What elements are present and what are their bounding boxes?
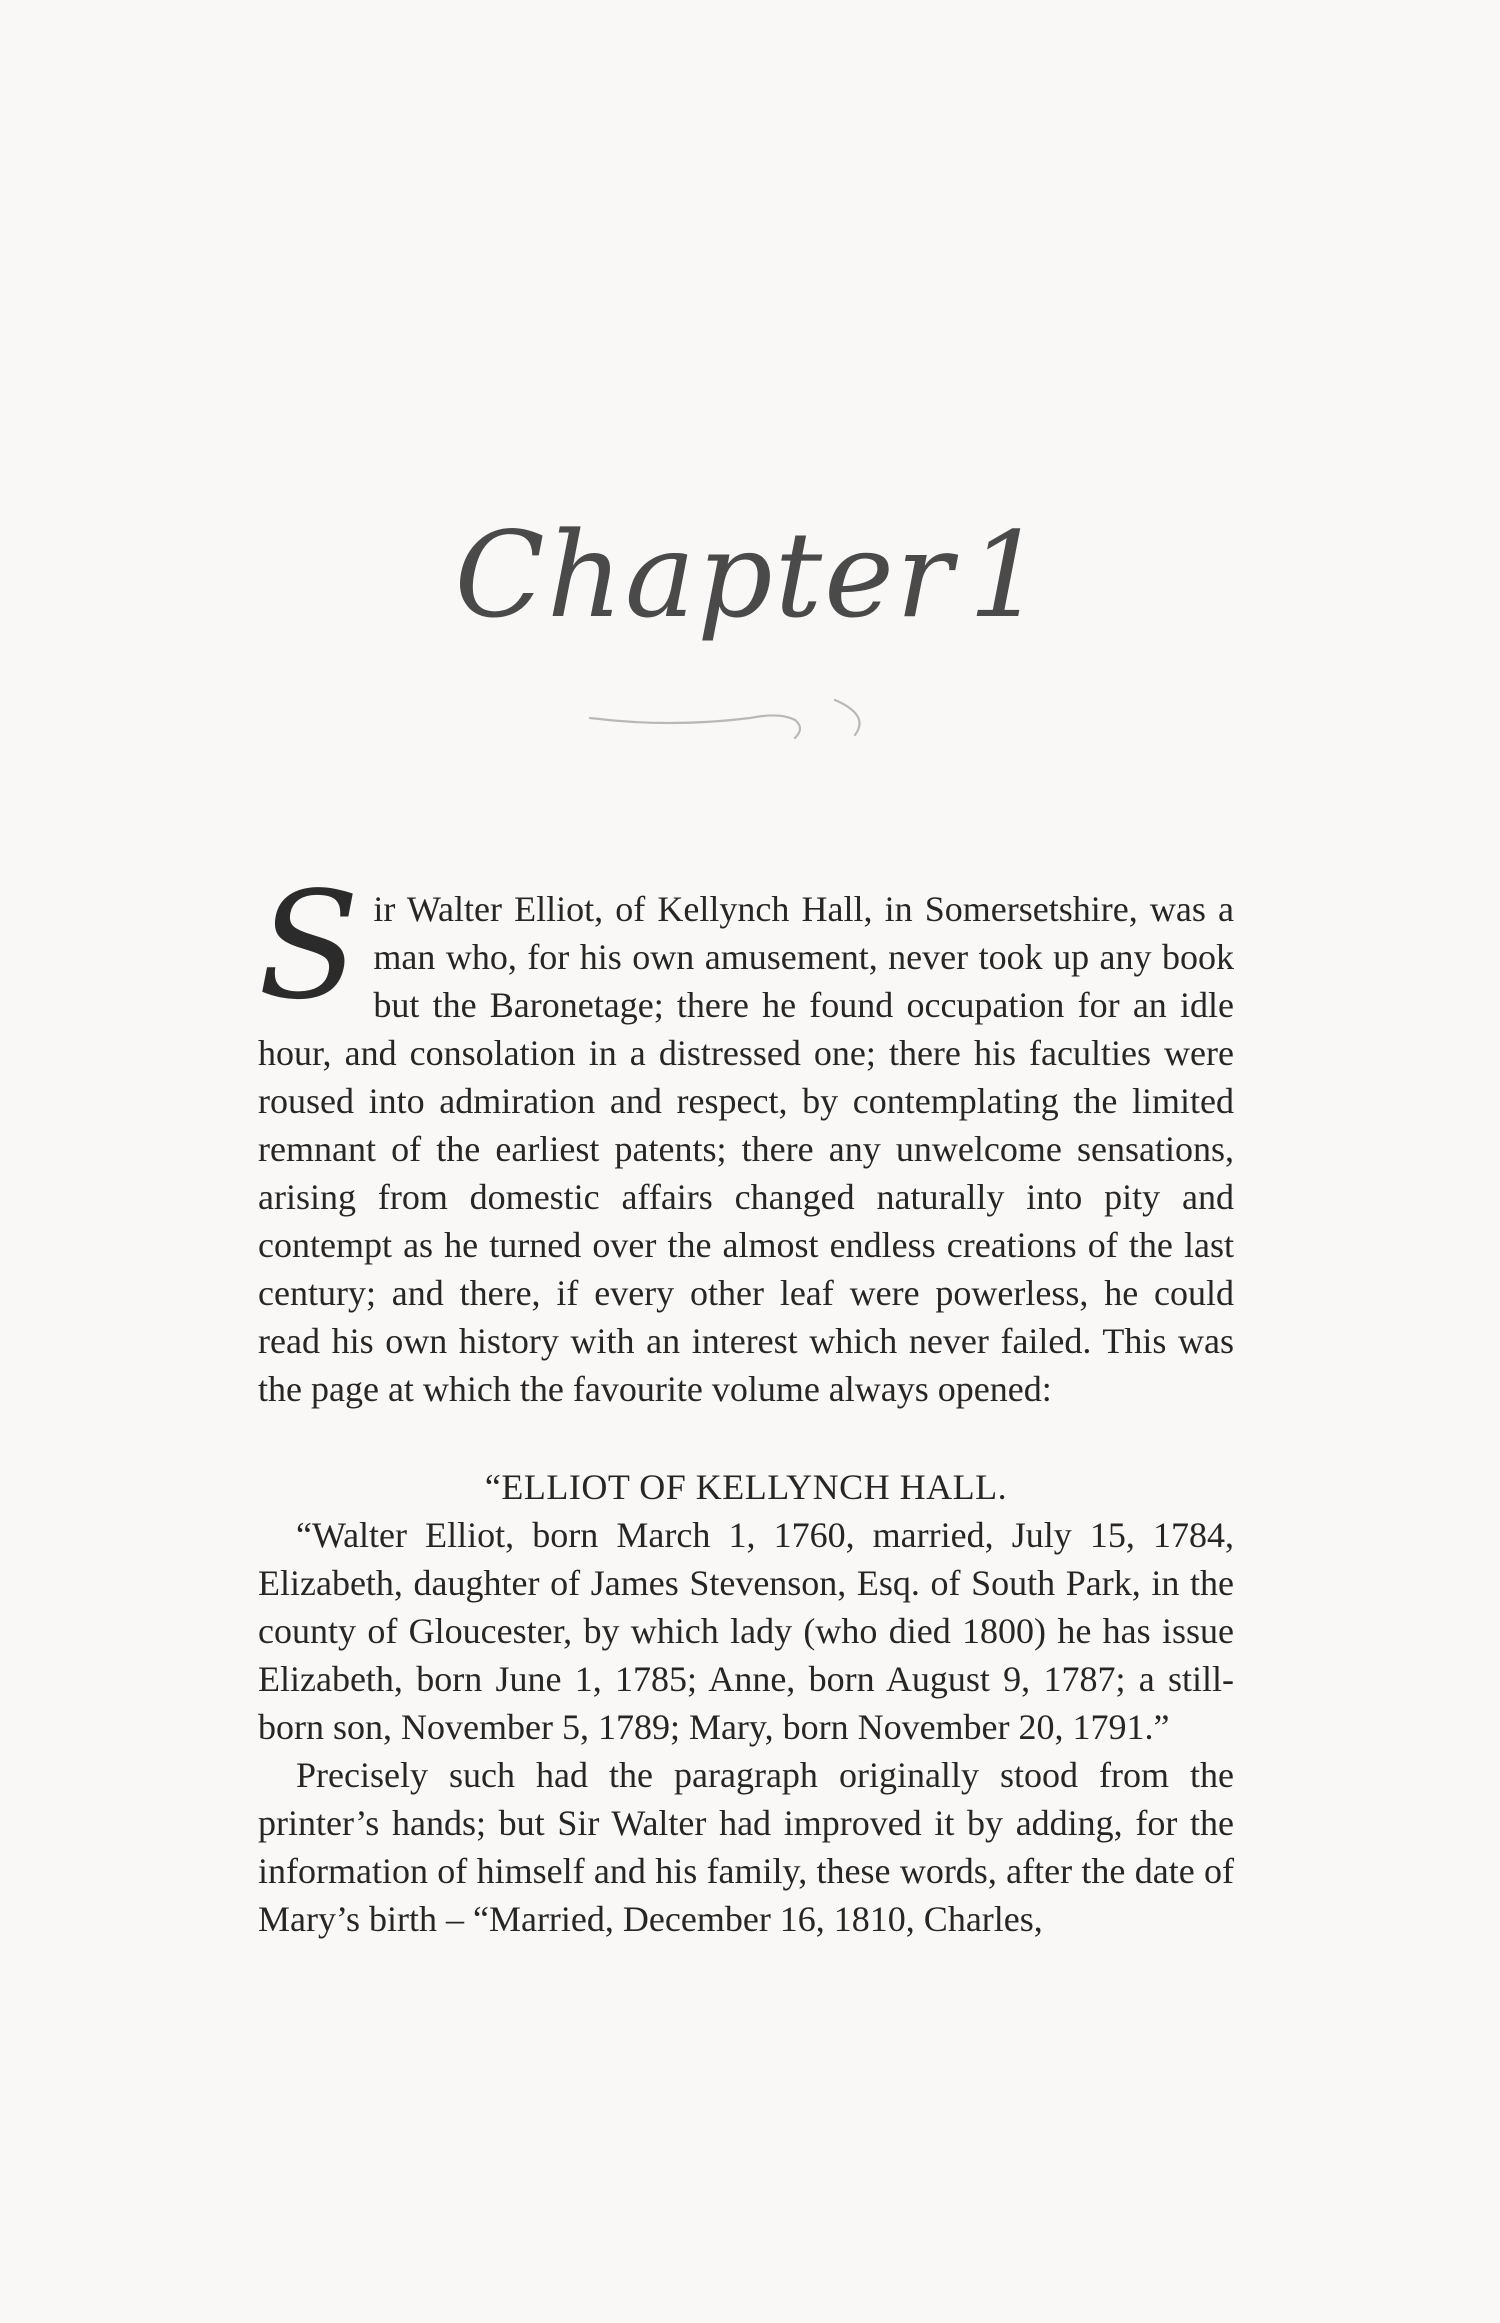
chapter-body	[258, 860, 1234, 1943]
baronetage-entry-heading: “ELLIOT OF KELLYNCH HALL.	[484, 1467, 1008, 1507]
chapter-label: Chapter	[454, 506, 955, 644]
chapter-number: 1	[968, 506, 1046, 644]
baronetage-entry-paragraph: “Walter Elliot, born March 1, 1760, married, July 15, 1784, Elizabeth, daughter of James Stevenson, Esq. of South Park, in the county of Gloucester, by which lady (who died 1800) he has issue Elizabeth, born June 1, 1785; Anne, born August 9, 1787; a still-born son, November 5, 1789; Mary, born November 20, 1791.”	[258, 1515, 1234, 1747]
opening-paragraph	[258, 860, 1234, 1413]
chapter-heading	[0, 500, 1500, 700]
closing-paragraph: Precisely such had the paragraph originally stood from the printer’s hands; but Sir Walter had improved it by adding, for the information of himself and his family, these words, after the date of Mary’s birth – “Married, December 16, 1810, Charles,	[258, 1755, 1234, 1939]
drop-cap: S	[258, 860, 360, 1032]
section-gap	[258, 1413, 1234, 1463]
flourish-ornament	[580, 690, 920, 750]
opening-paragraph-text: ir Walter Elliot, of Kellynch Hall, in Somersetshire, was a man who, for his own amusement, never took up any book but the Baronetage; there he found occupation for an idle hour, and consolation in a distressed one; there his faculties were roused into admiration and respect, by contemplating the limited remnant of the earliest patents; there any unwelcome sensations, arising from domestic affairs changed naturally into pity and contempt as he turned over the almost endless creations of the last century; and there, if every other leaf were powerless, he could read his own history with an interest which never failed. This was the page at which the favourite volume always opened:	[258, 889, 1234, 1409]
chapter-title	[455, 500, 1046, 650]
